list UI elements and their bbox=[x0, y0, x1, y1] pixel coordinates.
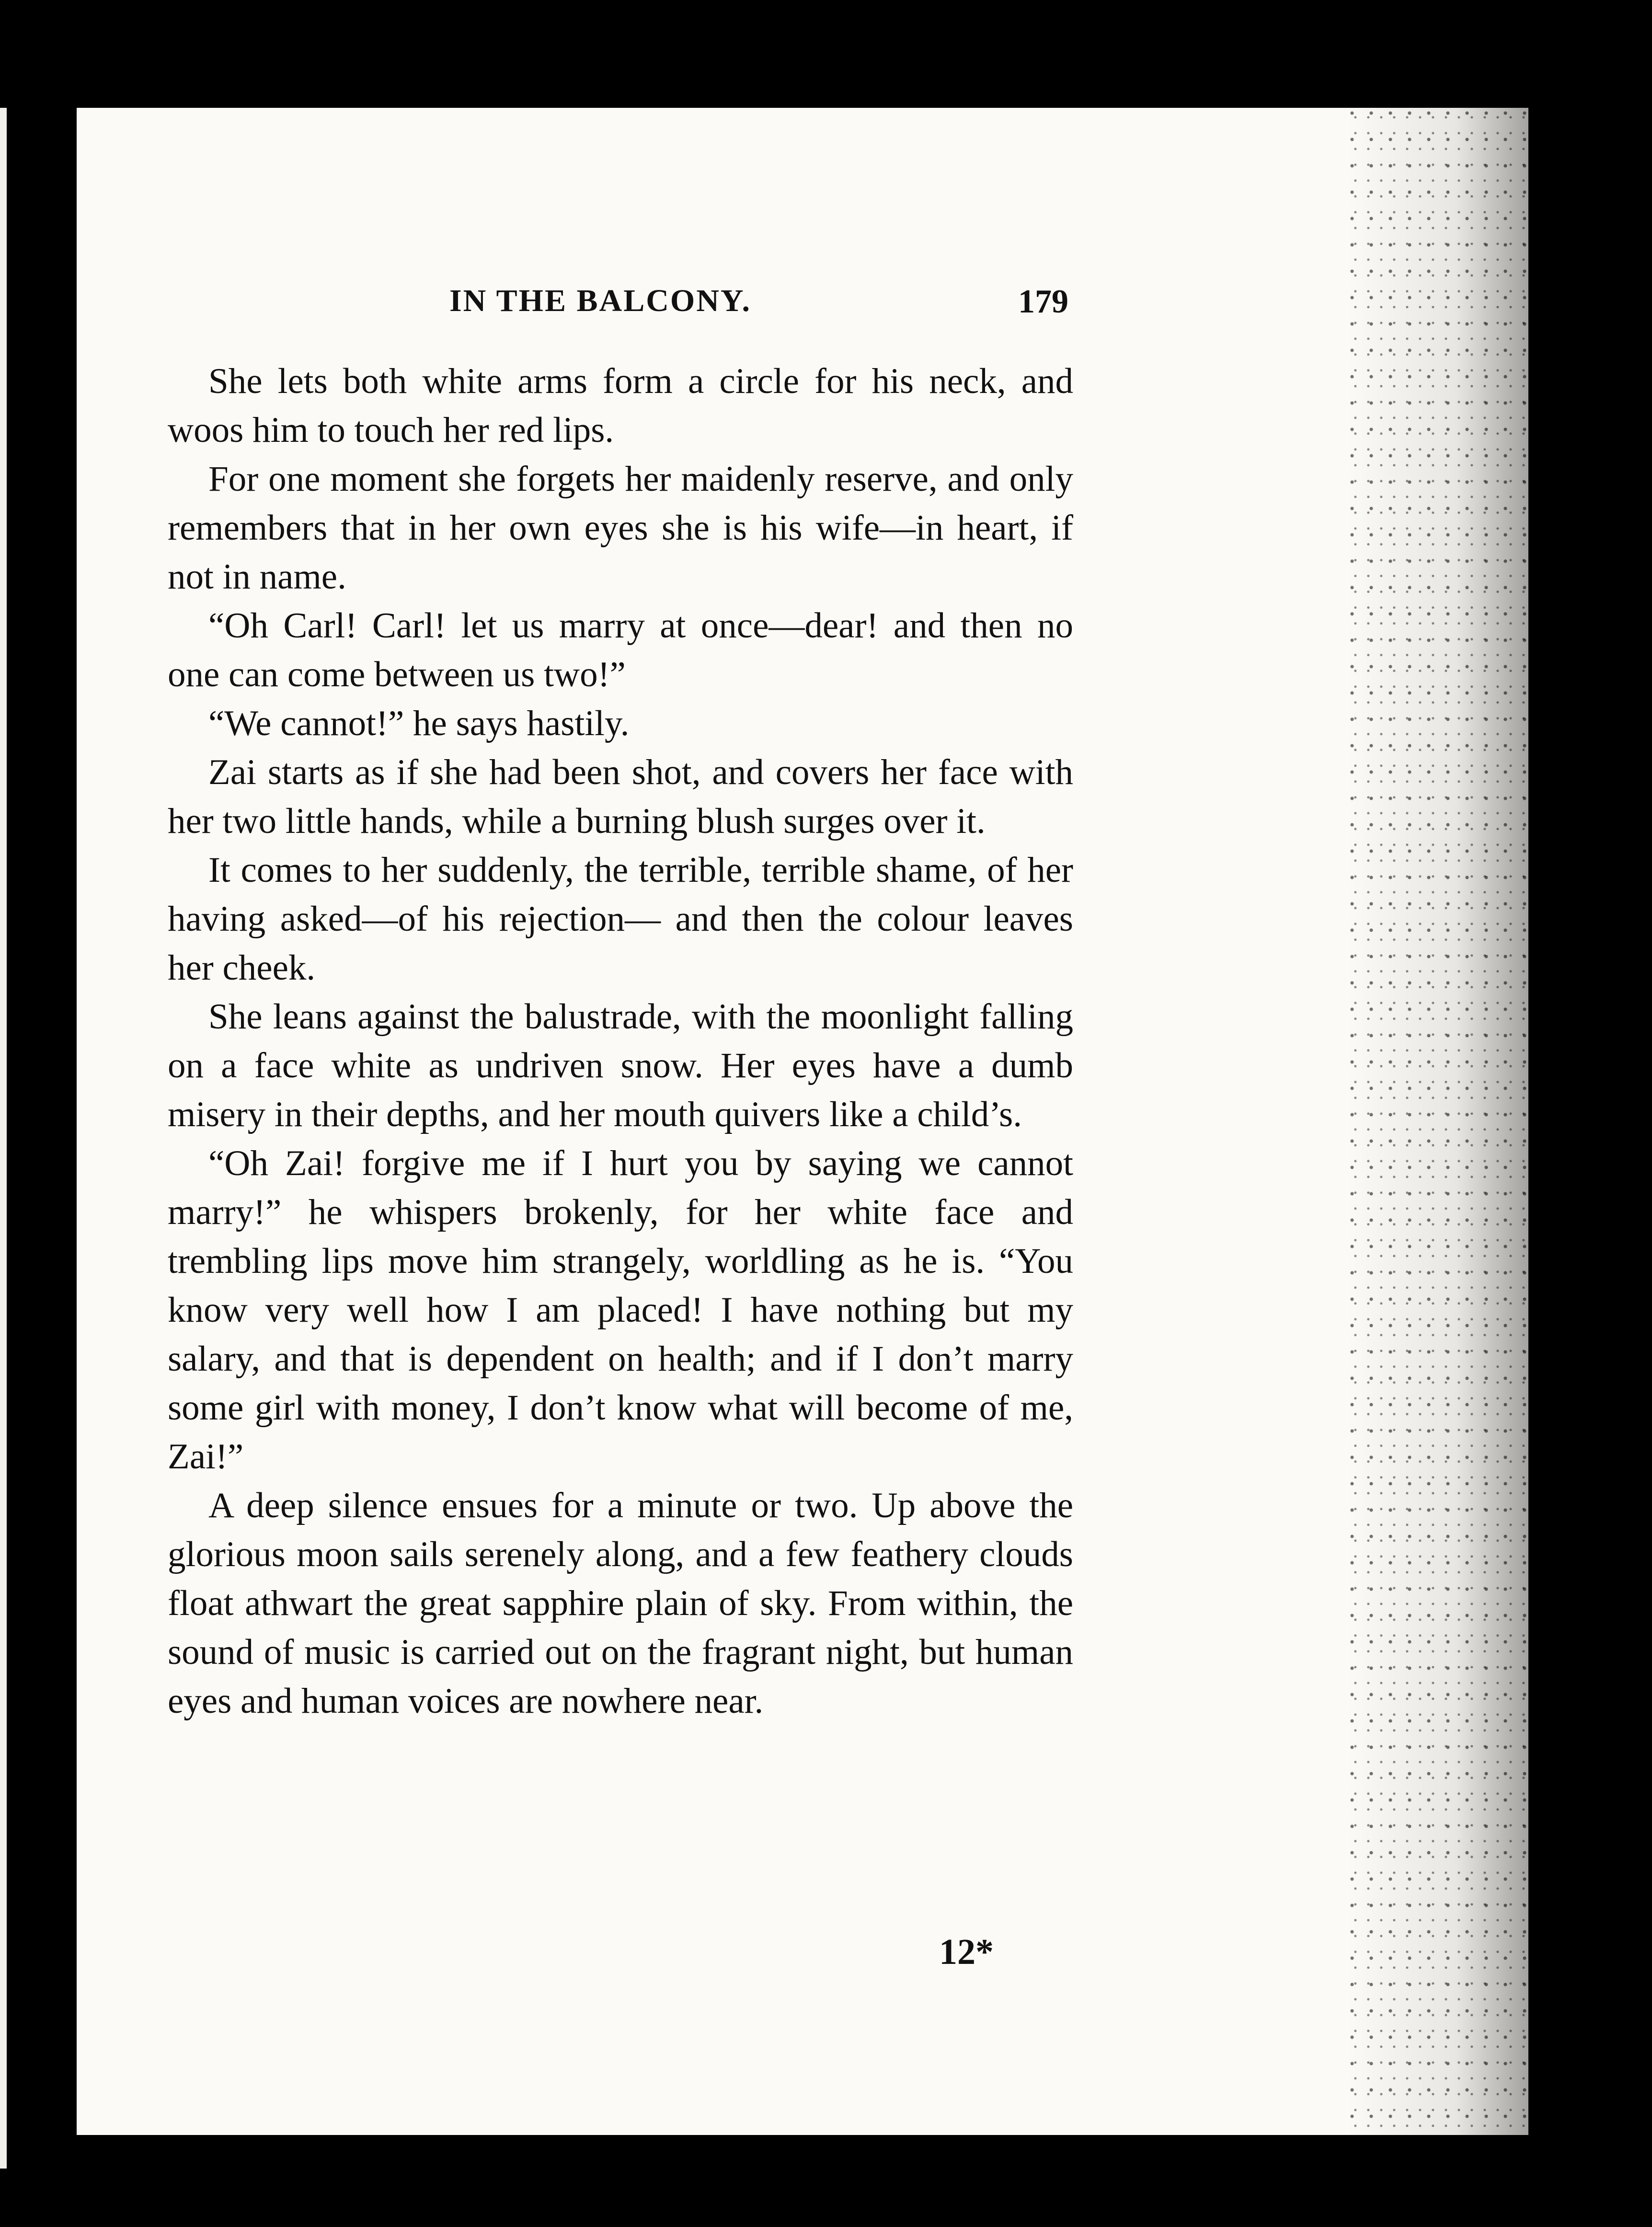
paragraph: She lets both white arms form a circle for his neck, and woos him to touch her red lips. bbox=[168, 361, 1073, 450]
paragraph: “We cannot!” he says hastily. bbox=[208, 704, 630, 743]
paragraph: She leans against the balustrade, with the moonlight falling on a face white as undriven snow. Her eyes have a dumb misery in their depths, and her mouth quivers like a child’s. bbox=[168, 997, 1073, 1134]
paragraph: A deep silence ensues for a minute or two. Up above the glorious moon sails serenely along, and a few feathery clouds float athwart the great sapphire plain of sky. From within, the sound of music is carried out on the fragrant night, but human eyes and human voices are nowhere near. bbox=[168, 1486, 1073, 1721]
paragraph: For one moment she forgets her maidenly reserve, and only remembers that in her own eyes she is his wife—in heart, if not in name. bbox=[168, 459, 1073, 597]
scan-left-edge bbox=[0, 108, 7, 2169]
page-number: 179 bbox=[1018, 283, 1068, 320]
running-title: IN THE BALCONY. bbox=[449, 283, 752, 318]
signature-mark: 12* bbox=[939, 1932, 994, 1972]
body-text bbox=[168, 357, 1073, 1726]
paragraph: It comes to her suddenly, the terrible, terrible shame, of her having asked—of his rejection— and then the colour leaves her cheek. bbox=[168, 850, 1073, 988]
paragraph: “Oh Zai! forgive me if I hurt you by saying we cannot marry!” he whispers brokenly, for her white face and trembling lips move him strangely, worldling as he is. “You know very well how I am placed! I have nothing but my salary, and that is dependent on health; and if I don’t marry some girl with money, I don’t know what will become of me, Zai!” bbox=[168, 1143, 1073, 1477]
paragraph: “Oh Carl! Carl! let us marry at once—dear! and then no one can come between us two!” bbox=[168, 606, 1073, 694]
paragraph: Zai starts as if she had been shot, and covers her face with her two little hands, while a burning blush surges over it. bbox=[168, 752, 1073, 841]
